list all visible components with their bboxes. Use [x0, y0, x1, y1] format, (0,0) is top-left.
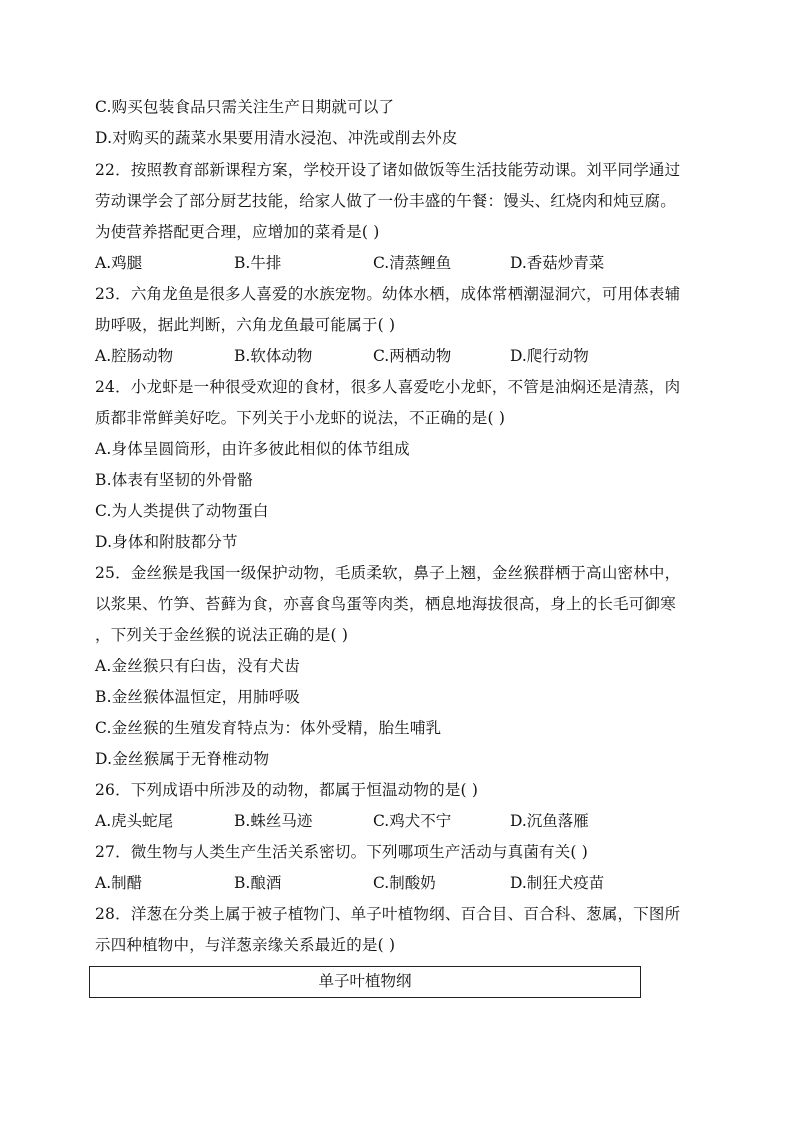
option-c: C.清蒸鲤鱼 [373, 254, 452, 272]
question-27-text: 27．微生物与人类生产生活关系密切。下列哪项生产活动与真菌有关( ) [95, 843, 589, 861]
option-line: C.为人类提供了动物蛋白 [95, 502, 269, 520]
option-line: D.金丝猴属于无脊椎动物 [95, 750, 270, 768]
option-line: B.金丝猴体温恒定，用肺呼吸 [95, 688, 301, 706]
classification-table [89, 966, 641, 998]
option-d: D.制狂犬疫苗 [510, 874, 605, 892]
question-22-text: 劳动课学会了部分厨艺技能，给家人做了一份丰盛的午餐：馒头、红烧肉和炖豆腐。 [95, 192, 676, 210]
question-28-text: 示四种植物中，与洋葱亲缘关系最近的是( ) [95, 936, 396, 954]
option-b: B.蛛丝马迹 [234, 812, 313, 830]
table-header: 单子叶植物纲 [318, 972, 412, 990]
option-a: A.鸡腿 [95, 254, 143, 272]
option-c: C.鸡犬不宁 [373, 812, 452, 830]
question-25-text: ，下列关于金丝猴的说法正确的是( ) [95, 626, 349, 644]
question-22-text: 为使营养搭配更合理，应增加的菜肴是( ) [95, 223, 380, 241]
option-b: B.软体动物 [234, 347, 313, 365]
option-line: D.对购买的蔬菜水果要用清水浸泡、冲洗或削去外皮 [95, 129, 458, 147]
option-a: A.腔肠动物 [95, 347, 174, 365]
option-b: B.酿酒 [234, 874, 282, 892]
option-line: C.金丝猴的生殖发育特点为：体外受精，胎生哺乳 [95, 719, 442, 737]
question-22-text: 22．按照教育部新课程方案，学校开设了诸如做饭等生活技能劳动课。刘平同学通过 [95, 161, 681, 179]
question-25-text: 25．金丝猴是我国一级保护动物，毛质柔软，鼻子上翘，金丝猴群栖于高山密林中， [95, 564, 681, 582]
option-d: D.爬行动物 [510, 347, 589, 365]
option-d: D.香菇炒青菜 [510, 254, 605, 272]
question-24-text: 质都非常鲜美好吃。下列关于小龙虾的说法，不正确的是( ) [95, 409, 506, 427]
option-line: B.体表有坚韧的外骨骼 [95, 471, 254, 489]
option-line: C.购买包装食品只需关注生产日期就可以了 [95, 98, 395, 116]
option-b: B.牛排 [234, 254, 282, 272]
question-23-text: 23．六角龙鱼是很多人喜爱的水族宠物。幼体水栖，成体常栖潮湿洞穴，可用体表辅 [95, 285, 681, 303]
option-c: C.两栖动物 [373, 347, 452, 365]
question-28-text: 28．洋葱在分类上属于被子植物门、单子叶植物纲、百合目、百合科、葱属，下图所 [95, 905, 681, 923]
option-line: A.身体呈圆筒形，由许多彼此相似的体节组成 [95, 440, 410, 458]
option-d: D.沉鱼落雁 [510, 812, 589, 830]
option-c: C.制酸奶 [373, 874, 436, 892]
question-24-text: 24．小龙虾是一种很受欢迎的食材，很多人喜爱吃小龙虾，不管是油焖还是清蒸，肉 [95, 378, 681, 396]
question-25-text: 以浆果、竹笋、苔藓为食，亦喜食鸟蛋等肉类，栖息地海拔很高，身上的长毛可御寒 [95, 595, 676, 613]
option-a: A.虎头蛇尾 [95, 812, 174, 830]
option-a: A.制醋 [95, 874, 143, 892]
option-line: A.金丝猴只有臼齿，没有犬齿 [95, 657, 300, 675]
question-26-text: 26．下列成语中所涉及的动物，都属于恒温动物的是( ) [95, 781, 479, 799]
option-line: D.身体和附肢都分节 [95, 533, 238, 551]
question-23-text: 助呼吸，据此判断，六角龙鱼最可能属于( ) [95, 316, 396, 334]
